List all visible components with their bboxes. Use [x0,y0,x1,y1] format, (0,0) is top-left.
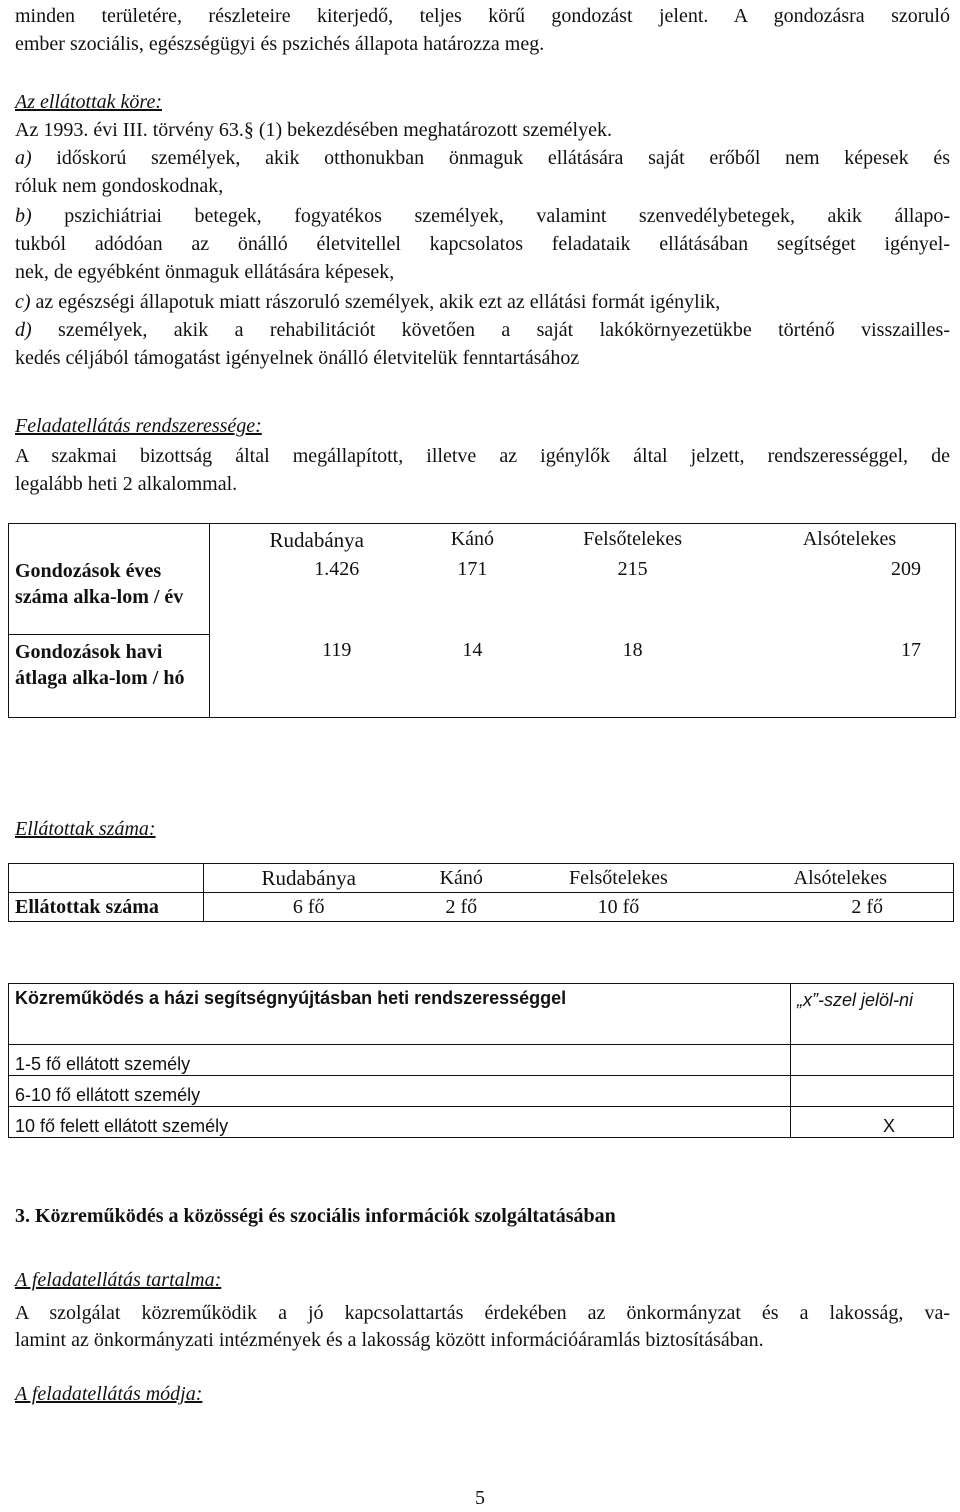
row-label-havi: Gondozások havi átlaga alka-lom / hó [9,635,210,718]
cell-eves-alsotelekes: 209 [744,554,955,635]
item-a-line-2: róluk nem gondoskodnak, [15,175,224,197]
ellatottak-val-felsotelekes: 10 fő [509,893,728,922]
item-b [15,202,950,230]
gondozasok-row-havi [9,635,956,718]
item-c-text: az egészségi állapotuk miatt rászoruló személyek, akik ezt az ellátási formát igénylik, [30,291,721,313]
ellatottak-header-empty [9,864,204,893]
rendszeresseg-line-1: A szakmai bizottság által megállapított, illetve az igénylők által jelzett, rendszerességgel, de [15,445,950,467]
item-b-line-3: nek, de egyébként önmaguk ellátására képesek, [15,261,395,283]
kozremukodes-row-label: 10 fő felett ellátott személy [9,1107,791,1138]
col-felsotelekes: Felsőtelekes [521,524,744,555]
intro-line-2: ember szociális, egészségügyi és pszichés állapota határozza meg. [15,33,545,55]
kozremukodes-table [8,983,954,1138]
item-a-text: időskorú személyek, akik otthonukban önmaguk ellátására saját erőből nem képesek és [31,147,950,169]
col-rudabanya: Rudabánya [210,524,424,555]
ellatottak-kore-heading: Az ellátottak köre: [15,91,162,113]
ellatottak-szama-heading: Ellátottak száma: [15,818,156,840]
item-c [15,288,950,316]
cell-havi-alsotelekes: 17 [744,635,955,718]
kozremukodes-mark-header: „x”-szel jelöl-ni [791,984,954,1045]
ellatottak-col-felsotelekes: Felsőtelekes [509,864,728,893]
rendszeresseg-line-2: legalább heti 2 alkalommal. [15,473,238,495]
kozremukodes-row [9,1076,954,1107]
ellatottak-row-label: Ellátottak száma [9,893,204,922]
intro-line-1: minden területére, részleteire kiterjedő, teljes körű gondozást jelent. A gondozásra szoruló [15,5,950,27]
section3-title: 3. Közreműködés a közösségi és szociális információk szolgáltatásában [15,1205,616,1227]
gondozasok-header-row [9,524,956,555]
tartalma-line-1: A szolgálat közreműködik a jó kapcsolattartás érdekében az önkormányzat és a lakosság, va- [15,1302,950,1324]
cell-eves-rudabanya: 1.426 [210,554,424,635]
kozremukodes-header-row [9,984,954,1045]
page-number: 5 [475,1487,485,1509]
ellatottak-val-rudabanya: 6 fő [204,893,414,922]
ellatottak-val-alsotelekes: 2 fő [728,893,954,922]
gondozasok-table [8,523,956,718]
col-kano: Kánó [424,524,522,555]
tartalma-line-2: lamint az önkormányzati intézmények és a lakosság között információáramlás biztosításában. [15,1329,764,1351]
rendszeresseg-heading: Feladatellátás rendszeressége: [15,415,262,437]
cell-havi-rudabanya: 119 [210,635,424,718]
cell-eves-kano: 171 [457,558,488,580]
kozremukodes-row-label: 1-5 fő ellátott személy [9,1045,791,1076]
ellatottak-col-kano: Kánó [413,864,509,893]
cell-eves-felsotelekes: 215 [617,558,648,580]
header-empty-cell [9,524,210,555]
item-b-line-2: tukból adódóan az önálló életvitellel kapcsolatos feladataik ellátásában segítséget igényel- [15,233,950,255]
item-c-marker: c) [15,291,31,313]
item-b-text: pszichiátriai betegek, fogyatékos személyek, valamint szenvedélybetegek, akik állapo- [31,205,950,227]
kozremukodes-row-mark [791,1076,954,1107]
ellatottak-col-alsotelekes: Alsótelekes [728,864,954,893]
law-reference: Az 1993. évi III. törvény 63.§ (1) bekezdésében meghatározott személyek. [15,119,612,141]
ellatottak-col-rudabanya: Rudabánya [204,864,414,893]
ellatottak-header-row [9,864,954,893]
item-d-marker: d) [15,319,32,341]
item-b-marker: b) [15,205,32,227]
ellatottak-szama-table [8,863,954,922]
item-d-text: személyek, akik a rehabilitációt követően a saját lakókörnyezetükbe történő visszailles- [31,319,950,341]
row-label-eves: Gondozások éves száma alka-lom / év [9,554,210,635]
tartalma-heading: A feladatellátás tartalma: [15,1269,222,1291]
item-a [15,144,950,172]
cell-havi-felsotelekes: 18 [521,635,744,718]
col-alsotelekes: Alsótelekes [744,524,955,555]
ellatottak-value-row [9,893,954,922]
item-a-marker: a) [15,147,32,169]
kozremukodes-title: Közreműködés a házi segítségnyújtásban heti rendszerességgel [9,984,791,1045]
kozremukodes-row [9,1045,954,1076]
ellatottak-val-kano: 2 fő [413,893,509,922]
kozremukodes-row-label: 6-10 fő ellátott személy [9,1076,791,1107]
kozremukodes-row [9,1107,954,1138]
gondozasok-row-eves [9,554,956,635]
kozremukodes-row-mark [791,1045,954,1076]
item-d-line-2: kedés céljából támogatást igényelnek önálló életvitelük fenntartásához [15,347,580,369]
cell-havi-kano: 14 [424,635,522,718]
item-d [15,316,950,344]
modja-heading: A feladatellátás módja: [15,1383,203,1405]
kozremukodes-row-mark: X [791,1107,954,1138]
